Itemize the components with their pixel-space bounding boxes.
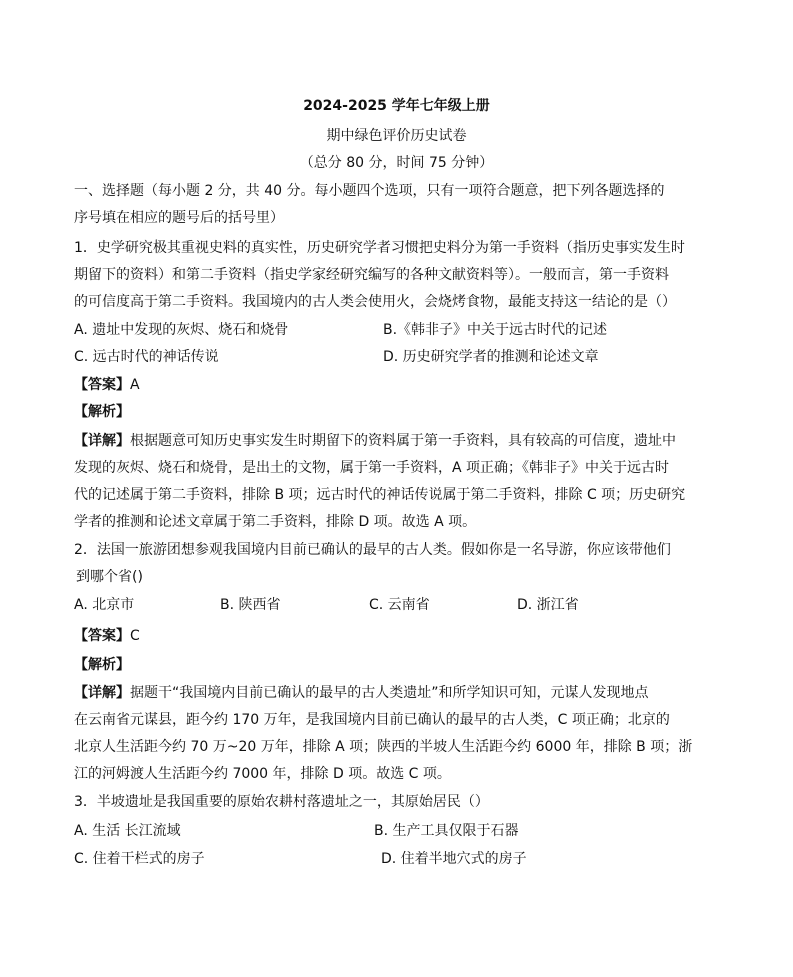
- q2-answer-tag: 【答案】: [74, 628, 130, 644]
- q1-detail-line-3: 代的记述属于第二手资料，排除 B 项；远古时代的神话传说属于第二手资料，排除 C 项；历史研究: [74, 487, 686, 503]
- q2-analysis-tag: 【解析】: [74, 657, 130, 673]
- q1-detail-line-4: 学者的推测和论述文章属于第二手资料，排除 D 项。故选 A 项。: [74, 514, 477, 530]
- section-heading-line-2: 序号填在相应的题号后的括号里）: [74, 210, 284, 226]
- q1-option-a: A. 遗址中发现的灰烬、烧石和烧骨: [74, 322, 289, 338]
- q2-option-a: A. 北京市: [74, 597, 135, 613]
- q1-option-b: B.《韩非子》中关于远古时代的记述: [383, 322, 608, 338]
- q2-option-c: C. 云南省: [369, 597, 430, 613]
- q3-option-a: A. 生活 长江流域: [74, 823, 181, 839]
- q2-detail-tag: 【详解】: [74, 685, 130, 701]
- q1-detail-line-1: [74, 431, 676, 451]
- q1-detail-line-2: 发现的灰烬、烧石和烧骨，是出土的文物，属于第一手资料，A 项正确；《韩非子》中关于远古时: [74, 460, 670, 476]
- q2-detail-line-2: 在云南省元谋县，距今约 170 万年，是我国境内目前已确认的最早的古人类，C 项正确；北京的: [74, 712, 670, 728]
- q1-analysis-tag: 【解析】: [74, 404, 130, 420]
- exam-name-title: 期中绿色评价历史试卷: [326, 128, 467, 144]
- q2-detail-line-4: 江的河姆渡人生活距今约 7000 年，排除 D 项。故选 C 项。: [74, 766, 451, 782]
- q3-option-b: B. 生产工具仅限于石器: [374, 823, 519, 839]
- q2-option-b: B. 陕西省: [220, 597, 281, 613]
- q1-stem-line-2: 期留下的资料）和第二手资料（指史学家经研究编写的各种文献资料等）。一般而言，第一手资料: [74, 267, 669, 283]
- q2-answer: [74, 626, 140, 646]
- q1-stem-line-1: 1．史学研究极其重视史料的真实性，历史研究学者习惯把史料分为第一手资料（指历史事实发生时: [74, 240, 685, 256]
- q3-option-d: D. 住着半地穴式的房子: [381, 851, 527, 867]
- q2-stem-line-1: 2．法国一旅游团想参观我国境内目前已确认的最早的古人类。假如你是一名导游，你应该带他们: [74, 542, 671, 558]
- q2-answer-value: C: [130, 628, 140, 644]
- q1-answer-value: A: [130, 377, 140, 393]
- section-heading-line-1: 一、选择题（每小题 2 分，共 40 分。每小题四个选项，只有一项符合题意，把下列各题选择的: [74, 183, 665, 199]
- q2-stem-line-2: 到哪个省(): [76, 569, 143, 585]
- q2-detail-line-1: [74, 683, 649, 703]
- q3-option-c: C. 住着干栏式的房子: [74, 851, 205, 867]
- q1-option-c: C. 远古时代的神话传说: [74, 349, 219, 365]
- q2-detail-line-3: 北京人生活距今约 70 万~20 万年，排除 A 项；陕西的半坡人生活距今约 6000 年，排除 B 项；浙: [74, 739, 693, 755]
- q1-option-d: D. 历史研究学者的推测和论述文章: [383, 349, 599, 365]
- q2-detail-text-1: 据题干“我国境内目前已确认的最早的古人类遗址”和所学知识可知，元谋人发现地点: [130, 685, 649, 701]
- q1-answer: [74, 375, 140, 395]
- q2-option-d: D. 浙江省: [517, 597, 579, 613]
- exam-subtitle: （总分 80 分，时间 75 分钟）: [299, 155, 494, 171]
- q1-detail-text-1: 根据题意可知历史事实发生时期留下的资料属于第一手资料，具有较高的可信度，遗址中: [130, 433, 676, 449]
- q3-stem-line-1: 3．半坡遗址是我国重要的原始农耕村落遗址之一，其原始居民（）: [74, 794, 489, 810]
- q1-stem-line-3: 的可信度高于第二手资料。我国境内的古人类会使用火，会烧烤食物，最能支持这一结论的是（）: [74, 294, 676, 310]
- q1-answer-tag: 【答案】: [74, 377, 130, 393]
- exam-year-title: 2024-2025 学年七年级上册: [303, 98, 490, 114]
- q1-detail-tag: 【详解】: [74, 433, 130, 449]
